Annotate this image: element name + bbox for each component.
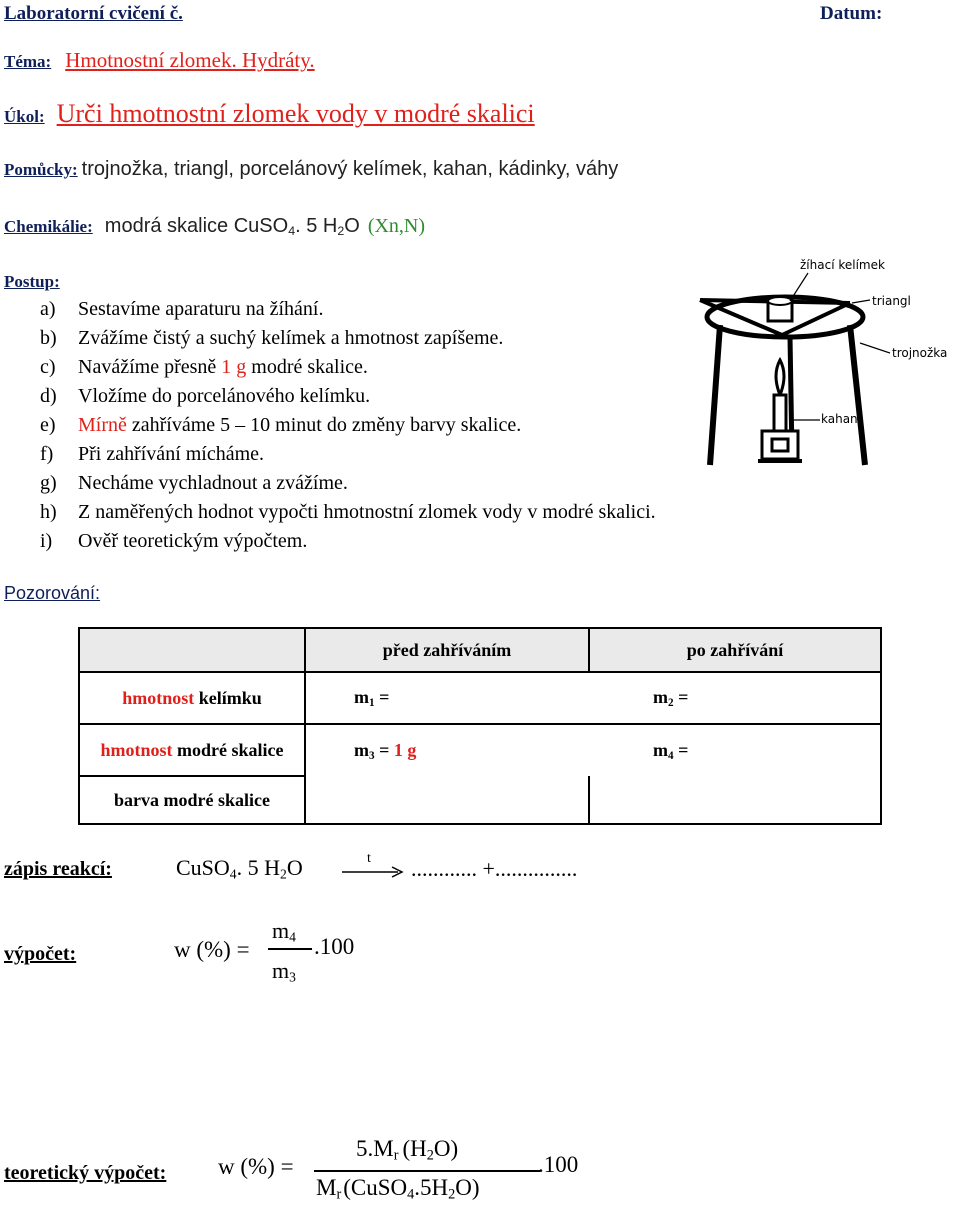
step-f: f) Při zahřívání mícháme. (40, 443, 265, 465)
step-i: i) Ověř teoretickým výpočtem. (40, 530, 308, 552)
teoreticky-fraction-bar (314, 1170, 540, 1172)
cell-color-after (589, 776, 881, 824)
chemikalie-line (4, 215, 425, 238)
step-h: h) Z naměřených hodnot vypočti hmotnostní zlomek vody v modré skalici. (40, 501, 656, 523)
row-label-color: barva modré skalice (79, 776, 305, 824)
lab-title: Laboratorní cvičení č. (4, 3, 183, 24)
date-label: Datum: (820, 3, 883, 24)
tema-line (4, 48, 315, 73)
tripod-leg-right (850, 325, 865, 465)
step-d: d) Vložíme do porcelánového kelímku. (40, 385, 371, 407)
ukol-value: Urči hmotnostní zlomek vody v modré skalici (56, 99, 535, 128)
burner-tube (774, 395, 786, 433)
reakce-label: zápis reakcí: (4, 858, 112, 880)
cell-m1: $m_1$ = (305, 672, 589, 724)
cell-m2: $m_2$ = (589, 672, 881, 724)
reakce-products: ............ +............... (411, 856, 578, 881)
tripod-leg-left (710, 325, 720, 465)
postup-label: Postup: (4, 272, 60, 291)
table-row (79, 776, 881, 824)
step-e: e) Mírně zahříváme 5 – 10 minut do změny barvy skalice. (40, 414, 522, 436)
step-g: g) Necháme vychladnout a zvážíme. (40, 472, 348, 494)
row-label-skalice: hmotnost modré skalice (79, 724, 305, 776)
chemikalie-formula: modrá skalice CuSO$_4$. 5 $H_2O$ (104, 215, 360, 239)
vypocet-lhs: w (%) = (174, 937, 250, 962)
label-crucible: žíhací kelímek (800, 258, 885, 272)
vypocet-label: výpočet: (4, 943, 77, 965)
table-header-row (79, 628, 881, 672)
table-row (79, 724, 881, 776)
cell-m4: $m_4$ = (589, 724, 881, 776)
tema-value: Hmotnostní zlomek. Hydráty. (65, 48, 315, 72)
step-a: a) Sestavíme aparaturu na žíhání. (40, 298, 324, 320)
vypocet-numerator: $m_4$ (272, 918, 296, 945)
arrow-label: t (367, 851, 371, 866)
cell-color-before (305, 776, 589, 824)
tema-label: Téma: (4, 52, 52, 71)
label-tripod: trojnožka (892, 346, 948, 360)
vypocet-fraction-bar (268, 948, 312, 950)
header-after: po zahřívání (589, 628, 881, 672)
label-burner: kahan (821, 412, 858, 426)
teoreticky-numerator: $5.M_r$ $(H_2O)$ (356, 1136, 459, 1164)
pomucky-line (4, 158, 618, 181)
step-b: b) Zvážíme čistý a suchý kelímek a hmotnost zapíšeme. (40, 327, 504, 349)
teoreticky-denominator: $M_r(CuSO_4.5H_2O)$ (316, 1175, 480, 1203)
ukol-line (4, 99, 535, 129)
pozorovani-label: Pozorování: (4, 583, 101, 603)
vypocet-factor: .100 (314, 934, 355, 959)
reaction-arrow-icon (340, 864, 406, 880)
teoreticky-lhs: w (%) = (218, 1154, 294, 1179)
row-label-crucible: hmotnost kelímku (79, 672, 305, 724)
hazard-symbols: (Xn,N) (367, 215, 426, 237)
apparatus-illustration (690, 255, 955, 480)
ukol-label: Úkol: (4, 107, 45, 126)
cell-m3: $m_3 = 1$ g (305, 724, 589, 776)
vypocet-denominator: $m_3$ (272, 958, 296, 985)
teoreticky-factor: .100 (538, 1152, 579, 1177)
label-triangle: triangl (872, 294, 911, 308)
chemikalie-label: Chemikálie: (4, 217, 93, 236)
teoreticky-label: teoretický výpočet: (4, 1162, 167, 1184)
header-before: před zahříváním (305, 628, 589, 672)
pomucky-label: Pomůcky: (4, 160, 78, 179)
observation-table (78, 627, 882, 825)
flame (776, 360, 784, 395)
table-row (79, 672, 881, 724)
step-c: c) Navážíme přesně 1 g modré skalice. (40, 356, 368, 378)
reakce-formula: CuSO$_4$. 5 $H_2O$ (176, 855, 303, 882)
pomucky-value: trojnožka, triangl, porcelánový kelímek, kahan, kádinky, váhy (81, 158, 619, 180)
